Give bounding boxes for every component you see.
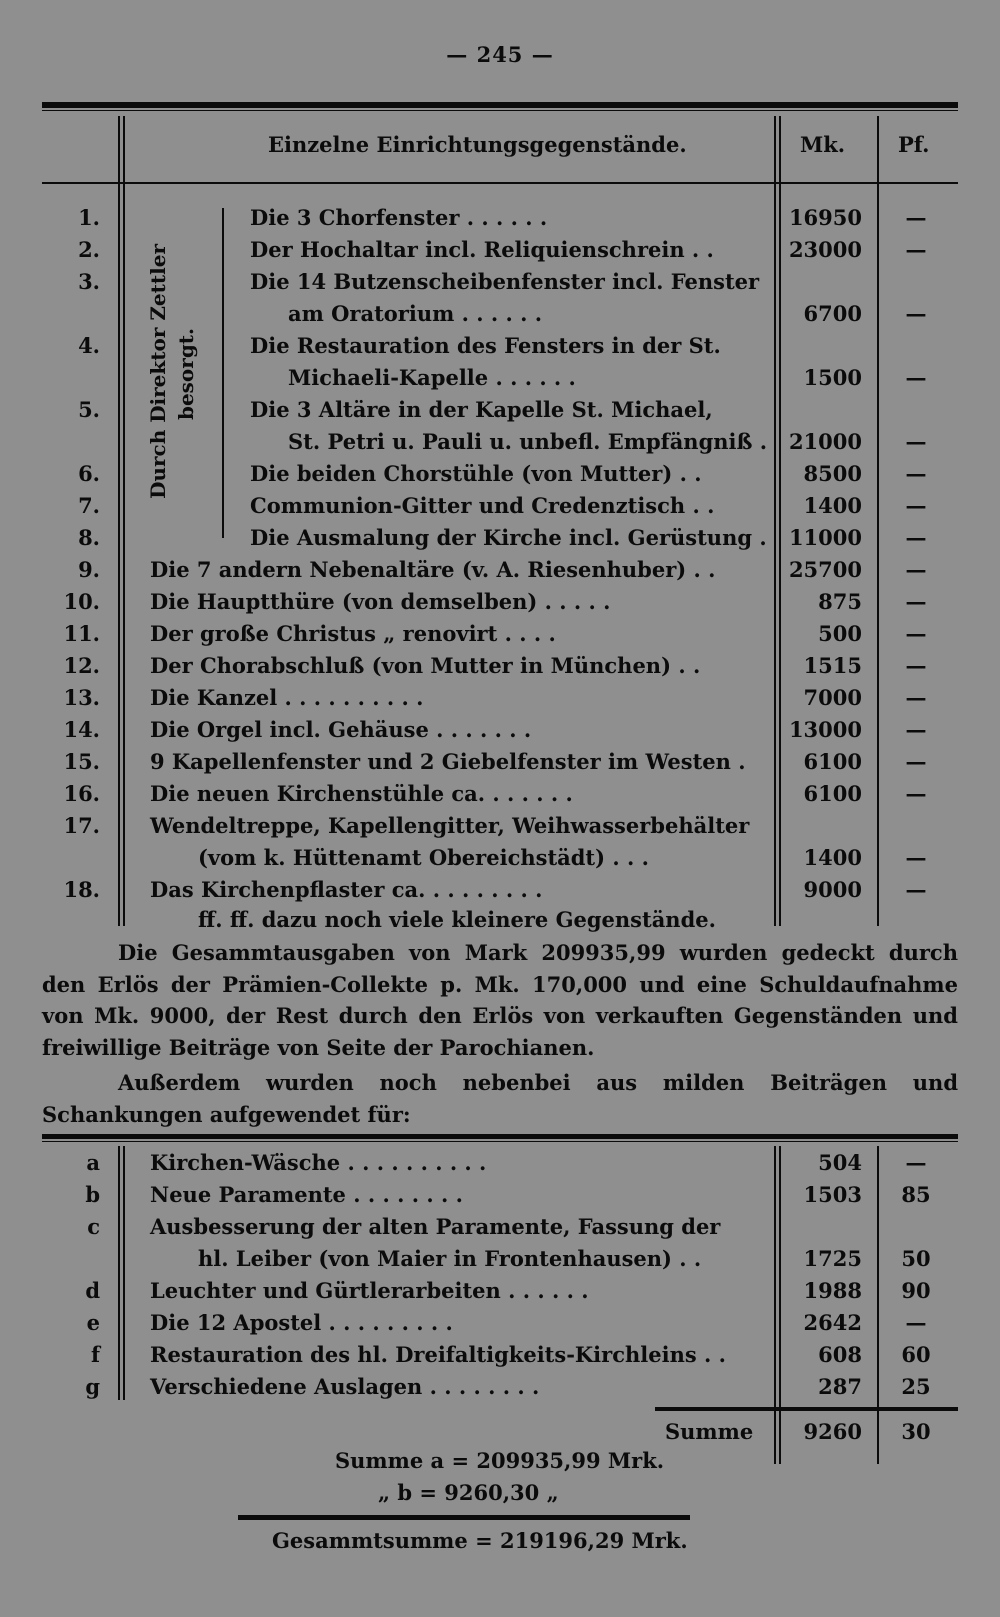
table2-sum-rule: [655, 1407, 958, 1411]
table2-row-pf: 90: [901, 1278, 931, 1303]
table1-row: [0, 747, 1000, 777]
table1-row-mk: 21000: [788, 429, 862, 454]
table1-row-pf: —: [905, 301, 927, 326]
table2-row-text: hl. Leiber (von Maier in Frontenhausen) . .: [198, 1246, 702, 1271]
total-line-b: „ b = 9260,30 „: [378, 1480, 559, 1505]
table1-row: [0, 235, 1000, 265]
table1-row-number: 1.: [78, 205, 100, 230]
table1-row-text: Der Chorabschluß (von Mutter in München) . .: [150, 653, 701, 678]
table1-row-number: 6.: [78, 461, 100, 486]
table1-row-pf: —: [905, 685, 927, 710]
table2-row-number: b: [85, 1182, 100, 1207]
table2-row-mk: 287: [818, 1374, 862, 1399]
table1-row-text: St. Petri u. Pauli u. unbefl. Empfängniß .: [288, 429, 768, 454]
table1-row: [0, 459, 1000, 489]
table1-top-rule: [42, 102, 958, 108]
sum-mk: 9260: [803, 1419, 862, 1444]
table1-row-text: am Oratorium . . . . . .: [288, 301, 543, 326]
table1-row-mk: 8500: [803, 461, 862, 486]
table1-row: [0, 523, 1000, 553]
table1-row: [0, 683, 1000, 713]
table1-row: [0, 811, 1000, 841]
table1-row: [0, 363, 1000, 393]
table1-row-text: Der große Christus „ renovirt . . . .: [150, 621, 556, 646]
table2-row-number: d: [85, 1278, 100, 1303]
table2-row: [0, 1148, 1000, 1178]
table1-row-text: Der Hochaltar incl. Reliquienschrein . .: [250, 237, 714, 262]
sum-label: Summe: [665, 1419, 754, 1444]
table1-row-text: Die 7 andern Nebenaltäre (v. A. Riesenhuber) . .: [150, 557, 716, 582]
table1-row-mk: 1515: [803, 653, 862, 678]
table2-top-rule: [42, 1134, 958, 1139]
table2-row: [0, 1308, 1000, 1338]
table1-row-text: Die Kanzel . . . . . . . . . .: [150, 685, 424, 710]
table2-row: [0, 1180, 1000, 1210]
table1-row-pf: —: [905, 589, 927, 614]
table1-row-number: 17.: [63, 813, 100, 838]
table1-row: [0, 555, 1000, 585]
table1-row-pf: —: [905, 877, 927, 902]
table2-row-text: Leuchter und Gürtlerarbeiten . . . . . .: [150, 1278, 589, 1303]
table1-row-number: 13.: [63, 685, 100, 710]
table1-row-pf: —: [905, 717, 927, 742]
table2-sum-row: [0, 1417, 1000, 1447]
table2-top-rule-thin: [42, 1141, 958, 1142]
table1-row: [0, 715, 1000, 745]
table1-row-pf: —: [905, 653, 927, 678]
table1-row-pf: —: [905, 205, 927, 230]
table1-row-mk: 6100: [803, 781, 862, 806]
table1-header-rule: [42, 182, 958, 184]
table2-row-pf: 50: [901, 1246, 931, 1271]
table2-row-pf: 25: [901, 1374, 931, 1399]
table1-row-mk: 13000: [788, 717, 862, 742]
table1-row-text: Die 3 Altäre in der Kapelle St. Michael,: [250, 397, 713, 422]
table1-row-text: Die Restauration des Fensters in der St.: [250, 333, 721, 358]
table1-row-mk: 875: [818, 589, 862, 614]
table1-row-pf: —: [905, 237, 927, 262]
table1-row-text: Die 3 Chorfenster . . . . . .: [250, 205, 548, 230]
table1-row-number: 4.: [78, 333, 100, 358]
table1-row-pf: —: [905, 845, 927, 870]
table1-row-number: 12.: [63, 653, 100, 678]
table1-row-number: 2.: [78, 237, 100, 262]
table1-row: [0, 875, 1000, 905]
footnote-text: ff. ff. dazu noch viele kleinere Gegenstände.: [198, 907, 716, 932]
page-number: — 245 —: [446, 42, 554, 67]
table1-row-pf: —: [905, 557, 927, 582]
table1-row: [0, 843, 1000, 873]
table1-row-number: 5.: [78, 397, 100, 422]
table1-row-pf: —: [905, 621, 927, 646]
table1-row-mk: 9000: [803, 877, 862, 902]
table1-header-items: Einzelne Einrichtungsgegenstände.: [268, 132, 687, 157]
table1-row: [0, 651, 1000, 681]
table2-row-mk: 504: [818, 1150, 862, 1175]
table2-row-text: Die 12 Apostel . . . . . . . . .: [150, 1310, 453, 1335]
table1-row-pf: —: [905, 365, 927, 390]
table2-row-text: Verschiedene Auslagen . . . . . . . .: [150, 1374, 540, 1399]
table2-row-mk: 608: [818, 1342, 862, 1367]
table2-row-mk: 2642: [803, 1310, 862, 1335]
table1-row-text: Communion-Gitter und Credenztisch . .: [250, 493, 715, 518]
table1-row-text: Die Orgel incl. Gehäuse . . . . . . .: [150, 717, 532, 742]
table2-row-text: Kirchen-Wäsche . . . . . . . . . .: [150, 1150, 487, 1175]
table2-row-number: f: [90, 1342, 100, 1367]
table2-row-pf: —: [905, 1150, 927, 1175]
table1-row: [0, 299, 1000, 329]
sum-pf: 30: [901, 1419, 931, 1444]
table1-row-number: 9.: [78, 557, 100, 582]
table2-row: [0, 1212, 1000, 1242]
table2-row-text: Neue Paramente . . . . . . . .: [150, 1182, 463, 1207]
table1-row-number: 18.: [63, 877, 100, 902]
table1-row: [0, 491, 1000, 521]
table1-header-pf: Pf.: [898, 132, 930, 157]
table2-row-pf: —: [905, 1310, 927, 1335]
grand-total-rule: [238, 1515, 690, 1520]
table2-row-pf: 60: [901, 1342, 931, 1367]
table1-row: [0, 779, 1000, 809]
table1-row-mk: 23000: [788, 237, 862, 262]
paragraph-1: Die Gesammtausgaben von Mark 209935,99 wurden gedeckt durch den Erlös der Prämien-Collekte p. Mk. 170,000 und eine Schuldaufnahme von Mk. 9000, der Rest durch den Erlös von verkauften Gegenständen und freiwillige Beiträge von Seite der Parochianen.: [42, 940, 958, 1060]
table2-row-number: e: [86, 1310, 100, 1335]
table1-row-pf: —: [905, 781, 927, 806]
table1-row-text: Die Hauptthüre (von demselben) . . . . .: [150, 589, 611, 614]
table1-row-pf: —: [905, 429, 927, 454]
table1-row-text: Die Ausmalung der Kirche incl. Gerüstung .: [250, 525, 767, 550]
table1-footnote: [0, 905, 1000, 935]
table1-row-text: Das Kirchenpflaster ca. . . . . . . . .: [150, 877, 543, 902]
table1-header-mk: Mk.: [800, 132, 846, 157]
table2-row: [0, 1276, 1000, 1306]
table1-row: [0, 587, 1000, 617]
table1-row-text: Die beiden Chorstühle (von Mutter) . .: [250, 461, 702, 486]
table1-row-number: 15.: [63, 749, 100, 774]
table1-row-mk: 25700: [788, 557, 862, 582]
table2-row-mk: 1725: [803, 1246, 862, 1271]
table2-row-number: a: [86, 1150, 100, 1175]
table2-row: [0, 1244, 1000, 1274]
table2-row: [0, 1340, 1000, 1370]
table1-row-number: 14.: [63, 717, 100, 742]
table1-row-text: (vom k. Hüttenamt Obereichstädt) . . .: [198, 845, 649, 870]
table2-row-number: g: [85, 1374, 100, 1399]
table2-row-number: c: [87, 1214, 100, 1239]
table1-row-mk: 16950: [788, 205, 862, 230]
table2-row-pf: 85: [901, 1182, 931, 1207]
table1-row-mk: 500: [818, 621, 862, 646]
paragraph-2: Außerdem wurden noch nebenbei aus milden Beiträgen und Schankungen aufgewendet für:: [42, 1070, 958, 1127]
table1-row-text: Die 14 Butzenscheibenfenster incl. Fenster: [250, 269, 760, 294]
table1-row-mk: 6700: [803, 301, 862, 326]
table1-row: [0, 619, 1000, 649]
table1-row-mk: 1500: [803, 365, 862, 390]
table1-row-number: 11.: [63, 621, 100, 646]
table1-row-pf: —: [905, 525, 927, 550]
table1-row-number: 8.: [78, 525, 100, 550]
table2-row: [0, 1372, 1000, 1402]
table1-row-number: 10.: [63, 589, 100, 614]
table1-row: [0, 427, 1000, 457]
table1-row: [0, 331, 1000, 361]
side-note-line-2: besorgt.: [174, 328, 198, 421]
table1-row-text: 9 Kapellenfenster und 2 Giebelfenster im Westen .: [150, 749, 746, 774]
table1-row-pf: —: [905, 749, 927, 774]
table1-row-number: 16.: [63, 781, 100, 806]
table1-top-rule-thin: [42, 110, 958, 111]
table1-row-number: 7.: [78, 493, 100, 518]
table1-row: [0, 395, 1000, 425]
table2-row-mk: 1503: [803, 1182, 862, 1207]
table1-row: [0, 203, 1000, 233]
table1-row-pf: —: [905, 461, 927, 486]
table1-row-pf: —: [905, 493, 927, 518]
table1-row-number: 3.: [78, 269, 100, 294]
table2-row-mk: 1988: [803, 1278, 862, 1303]
side-note-line-1: Durch Direktor Zettler: [146, 244, 170, 499]
table1-row-text: Michaeli-Kapelle . . . . . .: [288, 365, 576, 390]
table2-row-text: Ausbesserung der alten Paramente, Fassung der: [150, 1214, 721, 1239]
table1-row-mk: 1400: [803, 493, 862, 518]
table1-row: [0, 267, 1000, 297]
table2-row-text: Restauration des hl. Dreifaltigkeits-Kirchleins . .: [150, 1342, 726, 1367]
table1-row-text: Die neuen Kirchenstühle ca. . . . . . .: [150, 781, 573, 806]
total-line-a: Summe a = 209935,99 Mrk.: [335, 1448, 665, 1473]
table1-row-mk: 6100: [803, 749, 862, 774]
table1-row-mk: 1400: [803, 845, 862, 870]
table1-row-mk: 11000: [788, 525, 862, 550]
table1-row-mk: 7000: [803, 685, 862, 710]
table1-row-text: Wendeltreppe, Kapellengitter, Weihwasserbehälter: [150, 813, 750, 838]
grand-total: Gesammtsumme = 219196,29 Mrk.: [272, 1528, 688, 1553]
